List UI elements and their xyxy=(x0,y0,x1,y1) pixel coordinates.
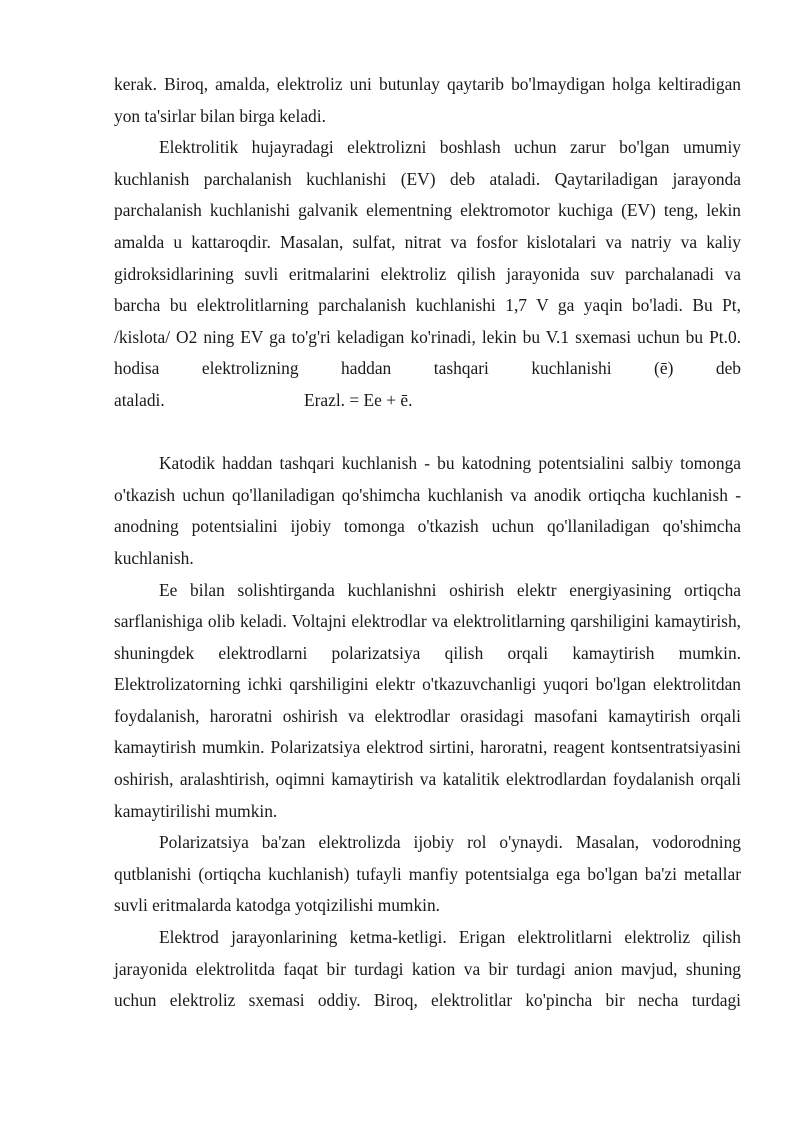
paragraph-electrode-sequence: Elektrod jarayonlarining ketma-ketligi. Erigan elektrolitlarni elektroliz qilish jarayonida elektrolitda faqat bir turdagi kation va bir turdagi anion mavjud, shuning uchun elektroliz sxemasi oddiy. Biroq, elektrolitlar ko'pincha bir necha turdagi xyxy=(114,927,741,1011)
document-page xyxy=(114,69,741,1017)
formula-line xyxy=(114,385,741,417)
formula-lead-word: ataladi. xyxy=(114,389,165,410)
paragraph-polarization-role: Polarizatsiya ba'zan elektrolizda ijobiy rol o'ynaydi. Masalan, vodorodning qutblanishi (ortiqcha kuchlanish) tufayli manfiy potentsialga ega bo'lgan ba'zi metallar suvli eritmalarda katodga yotqizilishi mumkin. xyxy=(114,832,741,916)
paragraph-cathodic-overvoltage: Katodik haddan tashqari kuchlanish - bu katodning potentsialini salbiy tomonga o'tkazish uchun qo'llaniladigan qo'shimcha kuchlanish va anodik ortiqcha kuchlanish - anodning potentsialini ijobiy tomonga o'tkazish uchun qo'llaniladigan qo'shimcha kuchlanish. xyxy=(114,453,741,568)
paragraph-decomposition-voltage: Elektrolitik hujayradagi elektrolizni boshlash uchun zarur bo'lgan umumiy kuchlanish parchalanish kuchlanishi (EV) deb ataladi. Qaytariladigan jarayonda parchalanish kuchlanishi galvanik elementning elektromotor kuchiga (EV) teng, lekin amalda u kattaroqdir. Masalan, sulfat, nitrat va fosfor kislotalari va natriy va kaliy gidroksidlarining suvli eritmalarini elektroliz qilish jarayonida suv parchalanadi va barcha bu elektrolitlarning parchalanish kuchlanishi 1,7 V ga yaqin bo'ladi. Bu Pt, /kislota/ O2 ning EV ga to'g'ri keladigan ko'rinadi, lekin bu V.1 sxemasi uchun bu Pt.0. hodisa elektrolizning haddan tashqari kuchlanishi (ē) deb xyxy=(114,137,741,379)
overvoltage-formula: Erazl. = Ee + ē. xyxy=(304,389,413,410)
paragraph-continuation: kerak. Biroq, amalda, elektroliz uni butunlay qaytarib bo'lmaydigan holga keltiradigan yon ta'sirlar bilan birga keladi. xyxy=(114,74,741,126)
blank-line xyxy=(114,417,741,449)
paragraph-voltage-reduction: Ee bilan solishtirganda kuchlanishni oshirish elektr energiyasining ortiqcha sarflanishiga olib keladi. Voltajni elektrodlar va elektrolitlarning qarshiligini kamaytirish, shuningdek elektrodlarni polarizatsiya qilish orqali kamaytirish mumkin. Elektrolizatorning ichki qarshiligini elektr o'tkazuvchanligi yuqori bo'lgan elektrolitdan foydalanish, haroratni oshirish va elektrodlar orasidagi masofani kamaytirish orqali kamaytirish mumkin. Polarizatsiya elektrod sirtini, haroratni, reagent kontsentratsiyasini oshirish, aralashtirish, oqimni kamaytirish va katalitik elektrodlardan foydalanish orqali kamaytirilishi mumkin. xyxy=(114,579,741,821)
